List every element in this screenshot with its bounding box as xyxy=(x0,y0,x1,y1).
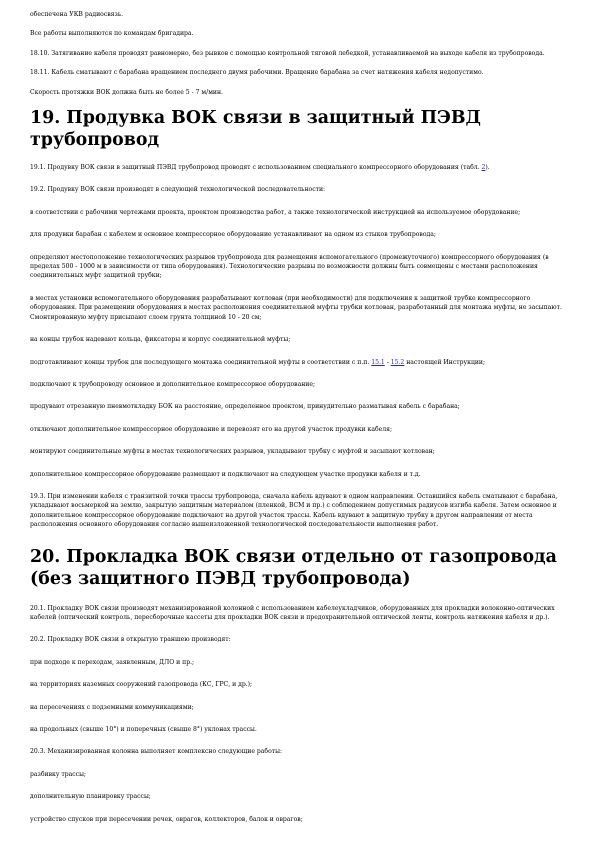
text: - xyxy=(384,358,391,366)
text: 19.1. Продувку ВОК связи в защитный ПЭВД трубопровод проводят с использованием специального компрессорного оборудования (табл. xyxy=(30,164,480,172)
list-item: дополнительное компрессорное оборудование размещают и подключают на следующем участке продувки кабеля и т.д. xyxy=(30,470,421,478)
paragraph: Скорость протяжки ВОК должна быть не более 5 - 7 м/мин. xyxy=(30,88,223,96)
paragraph-20-2: 20.2. Прокладку ВОК связи в открытую траншею производят: xyxy=(30,636,231,644)
document-page xyxy=(30,10,570,837)
list-item: в местах установки вспомогательного оборудования разрабатывают котлован (при необходимости) для подключения к защитной трубке компрессорного оборудования. При размещении оборудования в местах расположения соединительной муфты трубки котлован, разработанный для монтажа муфты, не засыпают. Смонтированную муфту присыпают слоем грунта толщиной 10 - 20 см; xyxy=(30,294,562,321)
paragraph-18-11: 18.11. Кабель сматывают с барабана вращением последнего двумя рабочими. Вращение барабана за счет натяжения кабеля недопустимо. xyxy=(30,69,484,77)
list-item: монтируют соединительные муфты в местах технологических разрывов, укладывают трубку с муфтой и засыпают котлован; xyxy=(30,448,435,456)
list-item: на территориях наземных сооружений газопровода (КС, ГРС, и др.); xyxy=(30,681,253,689)
list-item: разбивку трассы; xyxy=(30,770,86,778)
list-item: для продувки барабан с кабелем и основное компрессорное оборудование устанавливают на одном из стыков трубопровода; xyxy=(30,231,436,239)
list-item: устройство спусков при пересечении речек, оврагов, коллекторов, балок и оврагов; xyxy=(30,815,303,823)
list-item: определяют местоположение технологических разрывов трубопровода для размещения вспомогательного (промежуточного) компрессорного оборудования (в пределах 500 - 1000 м в зависимости от типа оборудования). Технологические разрывы по возможности должны быть совмещены с местами расположения соединительных муфт защитной трубки; xyxy=(30,253,549,280)
section-15-1-link[interactable]: 15.1 xyxy=(371,358,385,366)
paragraph-19-1 xyxy=(30,163,570,172)
paragraph: Все работы выполняются по командам бригадира. xyxy=(30,30,194,38)
paragraph-18-10: 18.10. Затягивание кабеля проводят равномерно, без рывков с помощью контрольной тяговой лебедкой, устанавливаемой на выходе кабеля из трубопровода. xyxy=(30,49,545,57)
paragraph-20-1: 20.1. Прокладку ВОК связи производят механизированной колонной с использованием кабелеукладчиков, оборудованных для прокладки волоконно-оптических кабелей (оптический контроль, пересборочные кассеты для прокладки ВОК связи и предохранительной оптической ленты, контроль натяжения кабеля и др.). xyxy=(30,604,555,621)
section-heading-19: 19. Продувка ВОК связи в защитный ПЭВД трубопровод xyxy=(30,108,482,151)
text: подготавливают концы трубок для последующего монтажа соединительной муфты в соответствии с п.п. xyxy=(30,358,370,366)
paragraph-19-2: 19.2. Продувку ВОК связи производят в следующей технологической последовательности: xyxy=(30,186,326,194)
list-item: в соответствии с рабочими чертежами проекта, проектом производства работ, а также технологической инструкцией на используемое оборудование; xyxy=(30,208,521,216)
paragraph: обеспечена УКВ радиосвязь. xyxy=(30,11,124,18)
list-item xyxy=(30,358,570,367)
section-15-2-link[interactable]: 15.2 xyxy=(390,358,405,366)
list-item: при подходе к переходам, заявленным, ДЛО и пр.; xyxy=(30,658,195,666)
paragraph-19-3: 19.3. При изменении кабеля с транзитной точки трассы трубопровода, сначала кабель вдувают в одном направлении. Оставшийся кабель сматывают с барабана, укладывают восьмеркой на землю, закрытую защитным материалом (пленкой, ВСМ и пр.) с соблюдением допустимых радиусов изгиба кабеля. Затем основное и дополнительное компрессорное оборудование подключают на другой участок трассы. Кабель вдувают в защитную трубку в другом направлении от места расположения основного оборудования согласно вышеизложенной технологической последовательности выполнения работ. xyxy=(30,492,558,529)
list-item: дополнительную планировку трассы; xyxy=(30,793,151,801)
table-2-link[interactable]: 2 xyxy=(481,164,486,172)
paragraph-20-3: 20.3. Механизированная колонна выполняет комплексно следующие работы: xyxy=(30,748,283,756)
text: настоящей Инструкции; xyxy=(404,358,486,366)
section-heading-20: 20. Прокладка ВОК связи отдельно от газопровода (без защитного ПЭВД трубопровода) xyxy=(30,546,557,589)
text: ). xyxy=(485,164,490,172)
list-item: отключают дополнительное компрессорное оборудование и перевозят его на другой участок продувки кабеля; xyxy=(30,425,393,433)
list-item: на пересечениях с подземными коммуникациями; xyxy=(30,703,194,711)
list-item: на продольных (свыше 10°) и поперечных (свыше 8°) уклонах трассы. xyxy=(30,726,257,733)
list-item: на концы трубок надевают кольца, фиксаторы и корпус соединительной муфты; xyxy=(30,336,291,344)
list-item: продувают отрезанную пневмоткладку БОК на расстояние, определенное проектом, принудительно разматывая кабель с барабана; xyxy=(30,403,460,411)
list-item: подключают к трубопроводу основное и дополнительное компрессорное оборудование; xyxy=(30,380,316,388)
